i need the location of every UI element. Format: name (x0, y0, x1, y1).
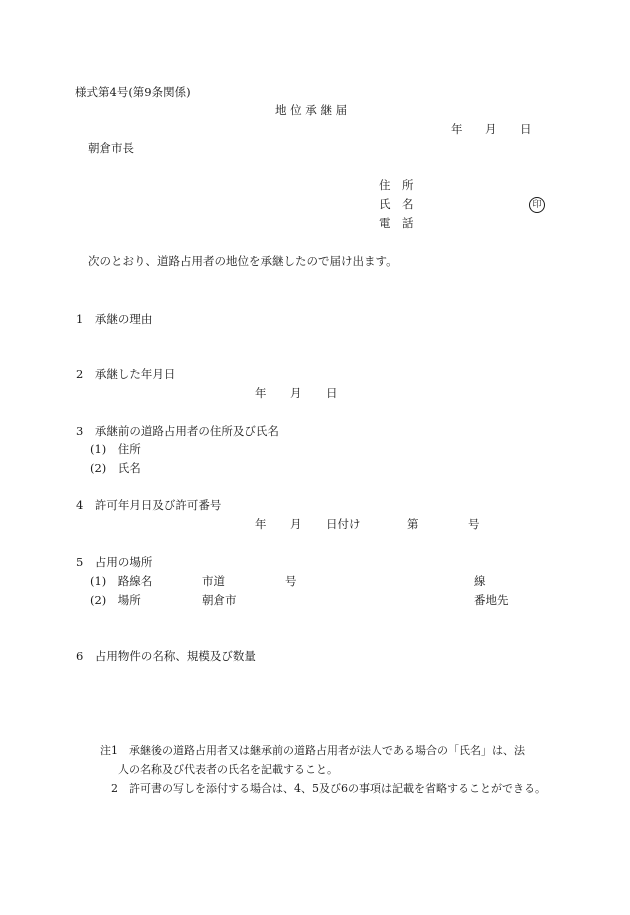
section-5-place-lot: 番地先 (474, 593, 509, 607)
section-5-heading: 5 占用の場所 (76, 555, 153, 569)
date-day-label: 日 (520, 122, 532, 136)
section-2-year: 年 (255, 386, 267, 400)
section-3-item-address: (1) 住所 (90, 442, 141, 456)
section-2-day: 日 (326, 386, 338, 400)
section-3-heading: 3 承継前の道路占用者の住所及び氏名 (76, 424, 279, 438)
section-4-heading: 4 許可年月日及び許可番号 (76, 498, 222, 512)
section-1-heading: 1 承継の理由 (76, 312, 153, 326)
date-month-label: 月 (485, 122, 497, 136)
section-5-city-road: 市道 (202, 574, 225, 588)
note-2: 2 許可書の写しを添付する場合は、4、5及び6の事項は記載を省略することができる。 (111, 782, 546, 795)
section-5-place-label: (2) 場所 (90, 593, 141, 607)
section-2-heading: 2 承継した年月日 (76, 367, 176, 381)
applicant-phone-label: 電 話 (379, 216, 414, 230)
statement: 次のとおり、道路占用者の地位を承継したので届け出ます。 (88, 254, 398, 268)
date-year-label: 年 (451, 122, 463, 136)
section-4-number-prefix: 第 (407, 517, 419, 531)
note-1-line-2: 人の名称及び代表者の氏名を記載すること。 (118, 763, 338, 776)
section-4-number-suffix: 号 (468, 517, 480, 531)
section-6-heading: 6 占用物件の名称、規模及び数量 (76, 649, 256, 663)
seal-mark: 印 (529, 197, 545, 213)
section-5-place-city: 朝倉市 (202, 593, 237, 607)
addressee: 朝倉市長 (88, 141, 134, 155)
form-number: 様式第4号(第9条関係) (75, 85, 191, 99)
section-5-route-number: 号 (285, 574, 297, 588)
applicant-name-label: 氏 名 (379, 197, 414, 211)
section-4-day: 日付け (326, 517, 361, 531)
section-3-item-name: (2) 氏名 (90, 461, 141, 475)
page-title: 地 位 承 継 届 (275, 103, 348, 117)
note-1-line-1: 注1 承継後の道路占用者又は継承前の道路占用者が法人である場合の「氏名」は、法 (100, 744, 525, 757)
section-4-month: 月 (290, 517, 302, 531)
section-4-year: 年 (255, 517, 267, 531)
applicant-address-label: 住 所 (379, 178, 414, 192)
section-2-month: 月 (290, 386, 302, 400)
section-5-route-line: 線 (474, 574, 486, 588)
section-5-route-label: (1) 路線名 (90, 574, 153, 588)
